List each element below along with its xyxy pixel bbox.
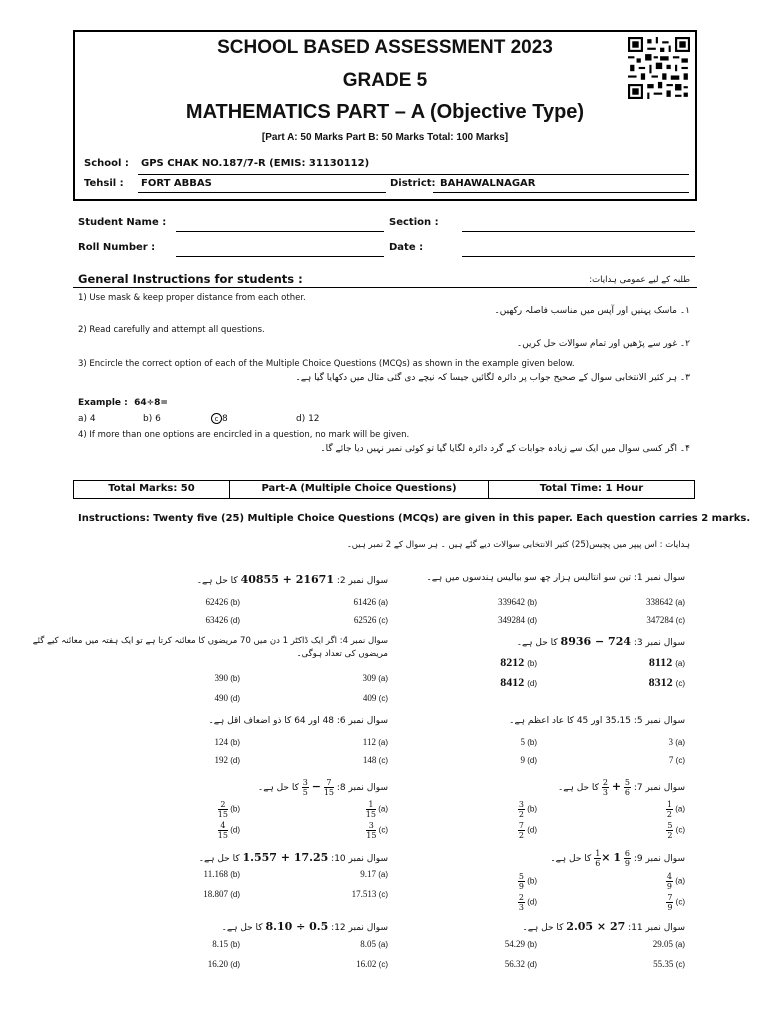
question-4-option-a[interactable]: 309 (a) — [362, 673, 388, 683]
question-2 — [118, 573, 388, 631]
question-1-option-b[interactable]: 339642 (b) — [497, 597, 537, 607]
instruction-3: 3) Encircle the correct option of each of the Multiple Choice Questions (MCQs) as shown in the example given below. — [78, 359, 575, 369]
qr-code-icon — [628, 34, 690, 102]
question-2-text: سوال نمبر 2: 40855 + 21671 کا حل ہے۔ — [196, 573, 388, 586]
school-label: School : — [84, 158, 129, 169]
question-11-option-c[interactable]: 55.35 (c) — [653, 959, 685, 969]
district-label: District: — [390, 178, 436, 189]
question-10-text: سوال نمبر 10: 1.557 + 17.25 کا حل ہے۔ — [198, 851, 388, 864]
question-5-option-b[interactable]: 5 (b) — [520, 737, 537, 747]
grade-title: GRADE 5 — [342, 70, 428, 91]
question-6-option-b[interactable]: 124 (b) — [214, 737, 240, 747]
question-11-option-b[interactable]: 54.29 (b) — [504, 939, 537, 949]
question-1 — [415, 573, 685, 631]
header-box — [73, 30, 697, 201]
mcq-instructions: Instructions: Twenty five (25) Multiple Choice Questions (MCQs) are given in this paper. Each question carries 2 marks. — [78, 513, 751, 524]
question-10-option-c[interactable]: 17.513 (c) — [351, 889, 388, 899]
district-value: BAHAWALNAGAR — [440, 178, 536, 189]
question-3-text: سوال نمبر 3: 8936 − 724 کا حل ہے۔ — [516, 635, 685, 648]
question-7 — [415, 778, 685, 842]
roll-number-label: Roll Number : — [78, 242, 156, 253]
total-time-cell: Total Time: 1 Hour — [488, 480, 695, 499]
subject-title: MATHEMATICS PART – A (Objective Type) — [185, 101, 585, 123]
tehsil-line — [138, 192, 386, 193]
question-2-option-d[interactable]: 63426 (d) — [205, 615, 240, 625]
marks-note: [Part A: 50 Marks Part B: 50 Marks Total: 100 Marks] — [261, 132, 509, 143]
question-9-option-b[interactable]: $\frac{5}{9}$ (b) — [518, 872, 537, 891]
question-3-option-b[interactable]: 8212 (b) — [500, 655, 537, 669]
question-4-option-c[interactable]: 409 (c) — [362, 693, 388, 703]
date-line[interactable] — [462, 256, 695, 257]
question-8-option-c[interactable]: $\frac{3}{15}$ (c) — [366, 821, 388, 840]
question-6-text: سوال نمبر 6: 48 اور 64 کا ذو اضعاف اقل ہے۔ — [208, 716, 388, 726]
tehsil-value: FORT ABBAS — [141, 178, 212, 189]
question-5-option-d[interactable]: 9 (d) — [520, 755, 537, 765]
instruction-2-urdu: ۲۔ غور سے پڑھیں اور تمام سوالات حل کریں۔ — [516, 339, 690, 349]
question-11-text: سوال نمبر 11: 2.05 × 27 کا حل ہے۔ — [522, 920, 685, 933]
question-3-option-d[interactable]: 8412 (d) — [500, 675, 537, 689]
question-10 — [118, 851, 388, 911]
question-10-option-b[interactable]: 11.168 (b) — [203, 869, 240, 879]
question-2-option-c[interactable]: 62526 (c) — [353, 615, 388, 625]
question-2-option-a[interactable]: 61426 (a) — [353, 597, 388, 607]
section-line[interactable] — [462, 231, 695, 232]
question-9 — [415, 849, 685, 915]
question-4-option-b[interactable]: 390 (b) — [214, 673, 240, 683]
question-12-option-a[interactable]: 8.05 (a) — [360, 939, 388, 949]
encircled-option-icon: c — [211, 413, 222, 424]
question-10-option-a[interactable]: 9.17 (a) — [360, 869, 388, 879]
question-6-option-a[interactable]: 112 (a) — [362, 737, 388, 747]
instructions-rule — [73, 287, 697, 288]
instruction-1: 1) Use mask & keep proper distance from each other. — [78, 293, 306, 303]
tehsil-label: Tehsil : — [84, 178, 124, 189]
district-line — [433, 192, 689, 193]
date-label: Date : — [389, 242, 424, 253]
question-1-option-c[interactable]: 347284 (c) — [646, 615, 685, 625]
assessment-title: SCHOOL BASED ASSESSMENT 2023 — [217, 37, 553, 58]
question-4 — [32, 635, 388, 705]
question-9-option-a[interactable]: $\frac{4}{9}$ (a) — [666, 872, 685, 891]
school-line — [138, 174, 689, 175]
question-8-option-d[interactable]: $\frac{4}{15}$ (d) — [217, 821, 240, 840]
question-11-option-d[interactable]: 56.32 (d) — [504, 959, 537, 969]
question-7-option-b[interactable]: $\frac{3}{2}$ (b) — [518, 800, 537, 819]
example-label: Example : 64÷8= — [78, 398, 168, 408]
question-6-option-d[interactable]: 192 (d) — [214, 755, 240, 765]
total-marks-cell: Total Marks: 50 — [73, 480, 230, 499]
question-8-option-b[interactable]: $\frac{2}{15}$ (b) — [217, 800, 240, 819]
instruction-2: 2) Read carefully and attempt all questions. — [78, 325, 265, 335]
school-value: GPS CHAK NO.187/7-R (EMIS: 31130112) — [141, 158, 370, 169]
question-9-text: سوال نمبر 9: $\frac{6}{9}$ × 1 $\frac{1}{6}$ کا حل ہے۔ — [550, 849, 685, 868]
question-4-text-line-2: مریضوں کی تعداد ہوگی۔ — [296, 649, 388, 659]
part-a-cell: Part-A (Multiple Choice Questions) — [229, 480, 489, 499]
question-1-option-a[interactable]: 338642 (a) — [645, 597, 685, 607]
question-5-option-a[interactable]: 3 (a) — [668, 737, 685, 747]
example-option-c: c 8 — [211, 413, 228, 424]
question-12-option-c[interactable]: 16.02 (c) — [356, 959, 388, 969]
student-name-line[interactable] — [176, 231, 384, 232]
question-8-option-a[interactable]: $\frac{1}{15}$ (a) — [365, 800, 388, 819]
question-5-option-c[interactable]: 7 (c) — [668, 755, 685, 765]
question-12-option-b[interactable]: 8.15 (b) — [212, 939, 240, 949]
example-option-d: d) 12 — [296, 414, 320, 424]
roll-number-line[interactable] — [176, 256, 384, 257]
general-instructions-title-urdu: طلبہ کے لیے عمومی ہدایات: — [589, 275, 690, 285]
question-3-option-c[interactable]: 8312 (c) — [648, 675, 685, 689]
question-11-option-a[interactable]: 29.05 (a) — [652, 939, 685, 949]
instruction-4: 4) If more than one options are encircled in a question, no mark will be given. — [78, 430, 410, 440]
question-1-option-d[interactable]: 349284 (d) — [497, 615, 537, 625]
question-12 — [118, 920, 388, 976]
general-instructions-title: General Instructions for students : — [78, 272, 303, 286]
question-12-text: سوال نمبر 12: 8.10 ÷ 0.5 کا حل ہے۔ — [221, 920, 388, 933]
question-4-option-d[interactable]: 490 (d) — [214, 693, 240, 703]
question-5-text: سوال نمبر 5: 35،15 اور 45 کا عاد اعظم ہے۔ — [509, 716, 685, 726]
question-8-text: سوال نمبر 8: $\frac{7}{15}$ − $\frac{3}{5}$ کا حل ہے۔ — [257, 778, 388, 797]
instruction-1-urdu: ۱۔ ماسک پہنیں اور آپس میں مناسب فاصلہ رکھیں۔ — [494, 306, 690, 316]
question-7-option-c[interactable]: $\frac{5}{2}$ (c) — [667, 821, 685, 840]
instruction-4-urdu: ۴۔ اگر کسی سوال میں ایک سے زیادہ جوابات کے گرد دائرہ لگایا گیا تو کوئی نمبر نہیں دیا جائے گا۔ — [320, 444, 690, 454]
question-3-option-a[interactable]: 8112 (a) — [648, 655, 685, 669]
question-7-option-a[interactable]: $\frac{1}{2}$ (a) — [666, 800, 685, 819]
question-5 — [415, 716, 685, 766]
question-11 — [415, 920, 685, 976]
question-1-text: سوال نمبر 1: تین سو انتالیس ہزار چھ سو بیالیس ہندسوں میں ہے۔ — [426, 573, 685, 583]
question-2-option-b[interactable]: 62426 (b) — [205, 597, 240, 607]
section-label: Section : — [389, 217, 439, 228]
question-6 — [118, 716, 388, 766]
instruction-3-urdu: ۳۔ ہر کثیر الانتخابی سوال کے صحیح جواب پر دائرہ لگائیں جیسا کہ نیچے دی گئی مثال میں دکھایا گیا ہے۔ — [295, 373, 690, 383]
question-12-option-d[interactable]: 16.20 (d) — [207, 959, 240, 969]
question-10-option-d[interactable]: 18.807 (d) — [203, 889, 240, 899]
question-3 — [415, 635, 685, 695]
example-option-b: b) 6 — [143, 414, 161, 424]
question-9-option-d[interactable]: $\frac{2}{3}$ (d) — [518, 893, 537, 912]
question-4-text-line-1: سوال نمبر 4: اگر ایک ڈاکٹر 1 دن میں 70 مریضوں کا معائنہ کرتا ہے تو ایک ہفتہ میں معائنہ کیے گئے — [32, 636, 388, 646]
question-9-option-c[interactable]: $\frac{7}{9}$ (c) — [667, 893, 685, 912]
student-name-label: Student Name : — [78, 217, 167, 228]
question-8 — [118, 778, 388, 842]
question-6-option-c[interactable]: 148 (c) — [362, 755, 388, 765]
mcq-instructions-urdu: ہدایات : اس پیپر میں پچیس(25) کثیر الانتخابی سوالات دیے گئے ہیں ۔ ہر سوال کے 2 نمبر ہیں۔ — [346, 540, 690, 550]
question-7-text: سوال نمبر 7: $\frac{5}{6}$ + $\frac{2}{3}$ کا حل ہے۔ — [558, 778, 685, 797]
question-7-option-d[interactable]: $\frac{7}{2}$ (d) — [518, 821, 537, 840]
example-option-a: a) 4 — [78, 414, 96, 424]
